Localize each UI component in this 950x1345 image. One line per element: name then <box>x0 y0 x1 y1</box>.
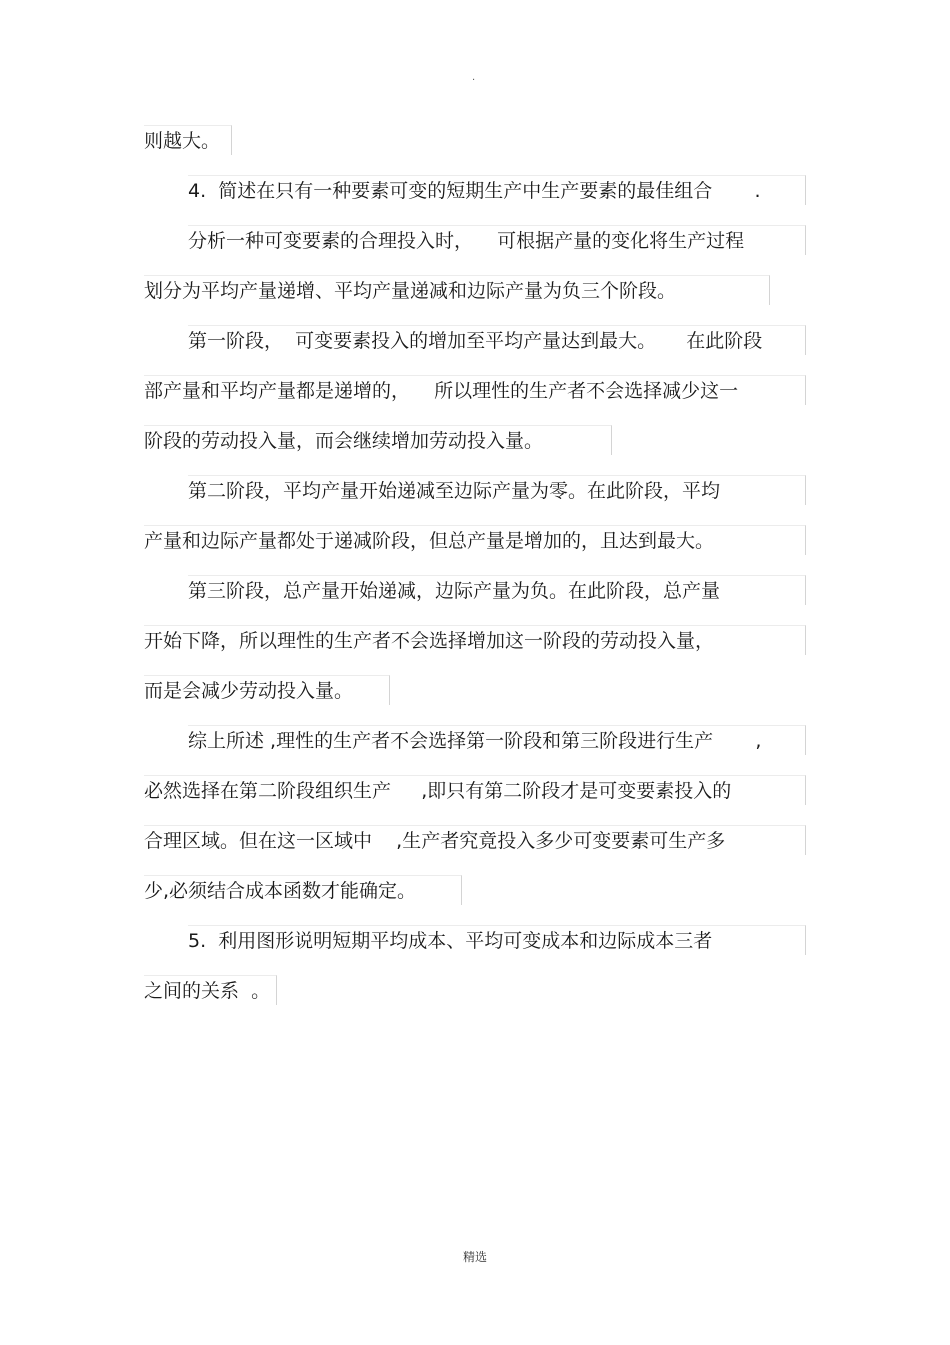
text-line-14: 必然选择在第二阶段组织生产 ,即只有第二阶段才是可变要素投入的 <box>144 775 806 805</box>
text-line-12: 而是会减少劳动投入量。 <box>144 675 390 705</box>
text-line-17: 5. 利用图形说明短期平均成本、平均可变成本和边际成本三者 <box>188 925 806 955</box>
text-line-8: 第二阶段，平均产量开始递减至边际产量为零。在此阶段，平均 <box>188 475 806 505</box>
footer-label: 精选 <box>462 1250 487 1264</box>
text-line-2: 4. 简述在只有一种要素可变的短期生产中生产要素的最佳组合 . <box>188 175 806 205</box>
text-line-10: 第三阶段，总产量开始递减，边际产量为负。在此阶段，总产量 <box>188 575 806 605</box>
text-line-18: 之间的关系 。 <box>144 975 277 1005</box>
text-line-13: 综上所述 ,理性的生产者不会选择第一阶段和第三阶段进行生产 , <box>188 725 806 755</box>
text-line-4: 划分为平均产量递增、平均产量递减和边际产量为负三个阶段。 <box>144 275 770 305</box>
text-line-11: 开始下降，所以理性的生产者不会选择增加这一阶段的劳动投入量， <box>144 625 806 655</box>
header-dot: . <box>472 72 476 83</box>
text-line-16: 少,必须结合成本函数才能确定。 <box>144 875 462 905</box>
text-line-15: 合理区域。但在这一区域中 ,生产者究竟投入多少可变要素可生产多 <box>144 825 806 855</box>
text-line-7: 阶段的劳动投入量，而会继续增加劳动投入量。 <box>144 425 612 455</box>
text-line-5: 第一阶段， 可变要素投入的增加至平均产量达到最大。 在此阶段 <box>188 325 806 355</box>
text-line-3: 分析一种可变要素的合理投入时， 可根据产量的变化将生产过程 <box>188 225 806 255</box>
text-line-6: 部产量和平均产量都是递增的， 所以理性的生产者不会选择减少这一 <box>144 375 806 405</box>
text-line-1: 则越大。 <box>144 125 232 155</box>
text-line-9: 产量和边际产量都处于递减阶段，但总产量是增加的，且达到最大。 <box>144 525 806 555</box>
